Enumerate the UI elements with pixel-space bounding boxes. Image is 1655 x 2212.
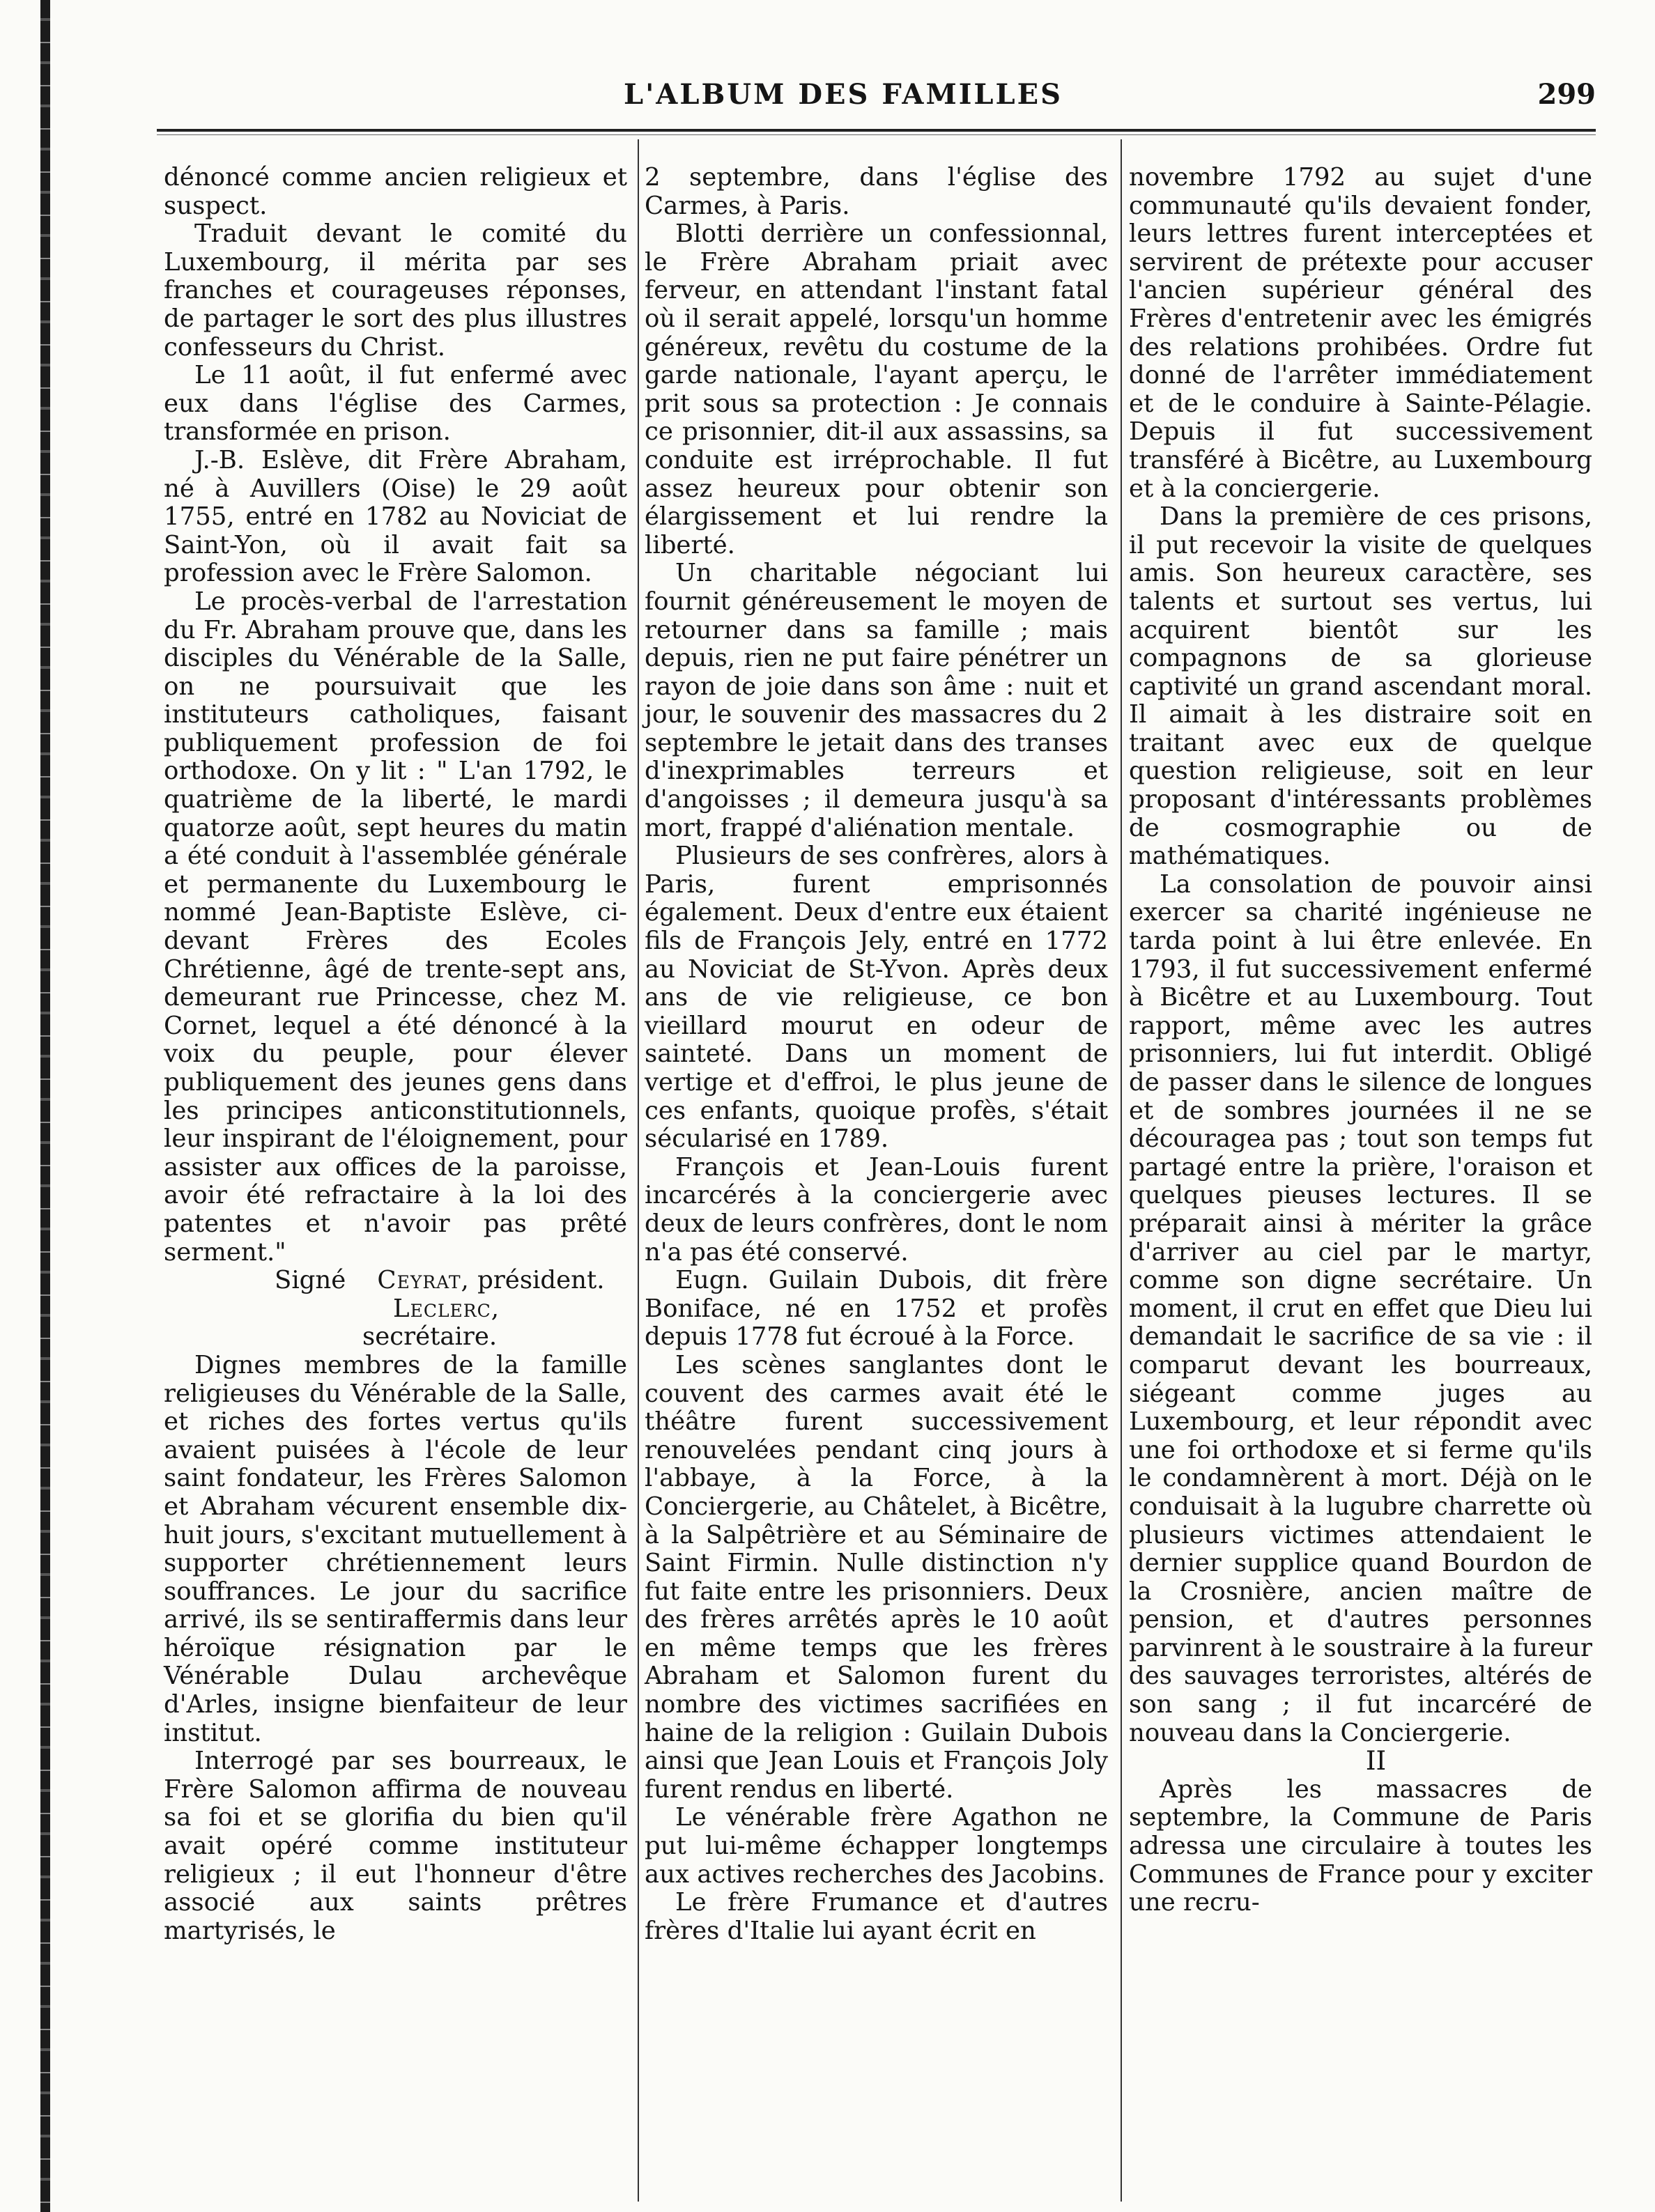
section-number: II (1365, 1746, 1387, 1777)
header-rule-thin (157, 134, 1596, 135)
paragraph: Blotti derrière un confessionnal, le Frère Abraham priait avec ferveur, en attendant l'instant fatal où il serait appelé, lorsqu'un homme généreux, revêtu du costume de la garde nationale, l'ayant aperçu, le prit sous sa protection : Je connais ce prisonnier, dit-il aux assassins, sa conduite est irréprochable. Il fut assez heureux pour obtenir son élargissement et lui rendre la liberté. (645, 219, 1108, 559)
paragraph: Dans la première de ces prisons, il put recevoir la visite de quelques amis. Son heureux caractère, ses talents et surtout ses vertus, lui acquirent bientôt sur les compagnons de sa glorieuse captivité un grand ascendant moral. Il aimait à les distraire soit en traitant avec eux de quelque question religieuse, soit en leur proposant d'intéressants problèmes de cosmographie ou de mathématiques. (1129, 502, 1592, 871)
paragraph: Le procès-verbal de l'arrestation du Fr. Abraham prouve que, dans les disciples du Vénérable de la Salle, on ne poursuivait que les instituteurs catholiques, faisant publiquement profession de foi orthodoxe. On y lit : " L'an 1792, le quatrième de la liberté, le mardi quatorze août, sept heures du matin a été conduit à l'assemblée générale et permanente du Luxembourg le nommé Jean-Baptiste Eslève, ci-devant Frères des Ecoles Chrétienne, âgé de trente-sept ans, demeurant rue Princesse, chez M. Cornet, lequel a été dénoncé à la voix du peuple, pour élever publiquement des jeunes gens dans les principes anticonstitutionnels, leur inspirant de l'éloignement, pour assister aux offices de la paroisse, avoir été refractaire à la loi des patentes et n'avoir pas prêté serment." (164, 587, 627, 1267)
page-number: 299 (1537, 78, 1596, 111)
paragraph: Les scènes sanglantes dont le couvent des carmes avait été le théâtre furent successivement renouvelées pendant cinq jours à l'abbaye, à la Force, à la Conciergerie, au Châtelet, à Bicêtre, à la Salpêtrière et au Séminaire de Saint Firmin. Nulle distinction n'y fut faite entre les prisonniers. Deux des frères arrêtés après le 10 août en même temps que les frères Abraham et Salomon furent du nombre des victimes sacrifiées en haine de la religion : Guilain Dubois ainsi que Jean Louis et François Joly furent rendus en liberté. (645, 1350, 1108, 1804)
signature-prefix: Signé (275, 1266, 346, 1295)
paragraph: François et Jean-Louis furent incarcérés à la conciergerie avec deux de leurs confrères, dont le nom n'a pas été conservé. (645, 1152, 1108, 1267)
paragraph: Le vénérable frère Agathon ne put lui-même échapper longtemps aux actives recherches des Jacobins. (645, 1803, 1108, 1889)
signature-president (164, 1267, 627, 1295)
paragraph: La consolation de pouvoir ainsi exercer sa charité ingénieuse ne tarda point à lui être enlevée. En 1793, il fut successivement enfermé à Bicêtre et au Luxembourg. Tout rapport, même avec les autres prisonniers, lui fut interdit. Obligé de passer dans le silence de longues et de sombres journées il ne se découragea pas ; tout son temps fut partagé entre la prière, l'oraison et quelques pieuses lectures. Il se préparait ainsi à mériter la grâce d'arriver au ciel par le martyr, comme son digne secrétaire. Un moment, il crut en effet que Dieu lui demandait le sacrifice de sa vie : il comparut devant les bourreaux, siégeant comme juges au Luxembourg, et leur répondit avec une foi orthodoxe et si ferme qu'ils le condamnèrent à mort. Déjà on le conduisait à la lugubre charrette où plusieurs victimes attendaient le dernier supplice quand Bourdon de la Crosnière, ancien maître de pension, et d'autres personnes parvinrent à le soustraire à la fureur des sauvages terroristes, altérés de son sang ; il fut incarcéré de nouveau dans la Conciergerie. (1129, 869, 1592, 1747)
paragraph: novembre 1792 au sujet d'une communauté qu'ils devaient fonder, leurs lettres furent interceptées et servirent de prétexte pour accuser l'ancien supérieur général des Frères d'entretenir avec les émigrés des relations prohibées. Ordre fut donné de l'arrêter immédiatement et de le conduire à Sainte-Pélagie. Depuis il fut successivement transféré à Bicêtre, au Luxembourg et à la conciergerie. (1129, 163, 1592, 503)
column-divider-2 (1121, 139, 1122, 2202)
paragraph: Dignes membres de la famille religieuses du Vénérable de la Salle, et riches des fortes vertus qu'ils avaient puisées à l'école de leur saint fondateur, les Frères Salomon et Abraham vécurent ensemble dix-huit jours, s'excitant mutuellement à supporter chrétiennement leurs souffrances. Le jour du sacrifice arrivé, ils se sentiraffermis dans leur héroïque résignation par le Vénérable Dulau archevêque d'Arles, insigne bienfaiteur de leur institut. (164, 1350, 627, 1747)
paragraph: Traduit devant le comité du Luxembourg, il mérita par ses franches et courageuses réponses, de partager le sort des plus illustres confesseurs du Christ. (164, 219, 627, 362)
paragraph: Interrogé par ses bourreaux, le Frère Salomon affirma de nouveau sa foi et se glorifia du bien qu'il avait opéré comme instituteur religieux ; il eut l'honneur d'être associé aux saints prêtres martyrisés, le (164, 1747, 627, 1945)
signature-role-secretary: secrétaire. (362, 1322, 498, 1352)
paragraph: Après les massacres de septembre, la Commune de Paris adressa une circulaire à toutes les Communes de France pour y exciter une recru- (1129, 1774, 1592, 1917)
paragraph: J.-B. Eslève, dit Frère Abraham, né à Auvillers (Oise) le 29 août 1755, entré en 1782 au Noviciat de Saint-Yon, où il avait fait sa profession avec le Frère Salomon. (164, 445, 627, 588)
column-2 (645, 164, 1108, 1945)
paragraph: Un charitable négociant lui fournit généreusement le moyen de retourner dans sa famille ; mais depuis, rien ne put faire pénétrer un rayon de joie dans son âme : nuit et jour, le souvenir des massacres du 2 septembre le jetait dans des transes d'inexprimables terreurs et d'angoisses ; il demeura jusqu'à sa mort, frappé d'aliénation mentale. (645, 559, 1108, 842)
paragraph: Le 11 août, il fut enfermé avec eux dans l'église des Carmes, transformée en prison. (164, 361, 627, 447)
running-title: L'ALBUM DES FAMILLES (623, 78, 1063, 111)
column-1 (164, 164, 627, 1945)
signature-role-president: président. (477, 1266, 605, 1295)
paragraph: Le frère Frumance et d'autres frères d'Italie lui ayant écrit en (645, 1888, 1108, 1945)
paragraph: Plusieurs de ses confrères, alors à Paris, furent emprisonnés également. Deux d'entre eux étaient fils de François Jely, entré en 1772 au Noviciat de St-Yvon. Après deux ans de vie religieuse, ce bon vieillard mourut en odeur de sainteté. Dans un moment de vertige et d'effroi, le plus jeune de ces enfants, quoique profès, s'était sécularisé en 1789. (645, 842, 1108, 1154)
signature-secretary (164, 1295, 627, 1352)
page-header (91, 78, 1596, 120)
header-rule (157, 129, 1596, 132)
book-spine-edge (40, 0, 50, 2212)
paragraph: Eugn. Guilain Dubois, dit frère Boniface, né en 1752 et profès depuis 1778 fut écroué à la Force. (645, 1266, 1108, 1352)
signature-name-secretary: Leclerc, (393, 1294, 500, 1323)
signature-name-president: Ceyrat, (377, 1266, 470, 1295)
column-3 (1129, 164, 1592, 1917)
column-divider-1 (638, 139, 639, 2202)
paragraph: 2 septembre, dans l'église des Carmes, à Paris. (645, 163, 1108, 220)
paragraph: dénoncé comme ancien religieux et suspect. (164, 163, 627, 220)
